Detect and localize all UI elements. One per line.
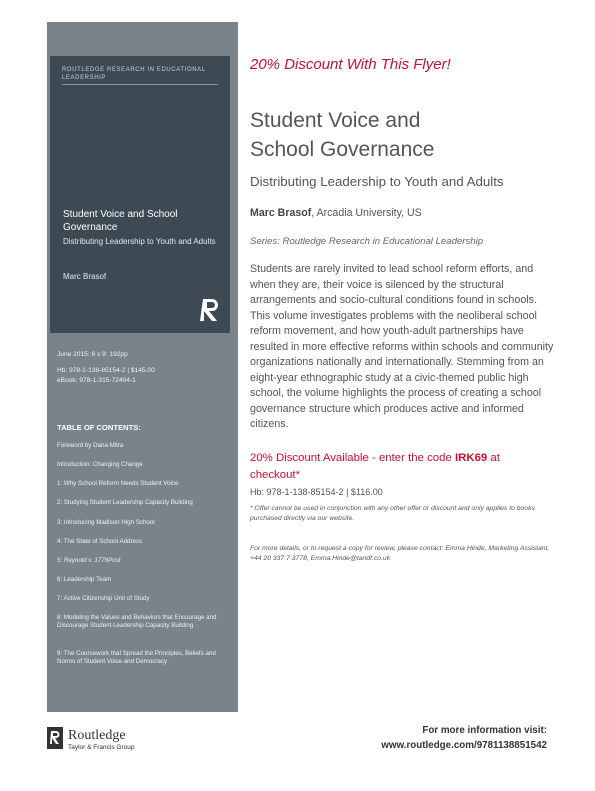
toc-item: Foreword by Dana Mitra xyxy=(57,442,124,449)
hb-isbn-price: Hb: 978-1-138-85154-2 | $145.00 xyxy=(57,367,155,374)
offer-disclaimer: * Offer cannot be used in conjunction with any other offer or discount and only applies to books purchased directly via our website. xyxy=(250,505,535,522)
cover-divider xyxy=(62,84,218,85)
series-line: Series: Routledge Research in Educational Leadership xyxy=(250,236,484,247)
toc-item: 5: Reynold v. 1776Post xyxy=(57,557,121,564)
author-affiliation: , Arcadia University, US xyxy=(311,207,422,219)
pub-date: June 2015: 6 x 9: 192pp xyxy=(57,351,128,358)
book-details xyxy=(57,350,155,386)
discount-heading: 20% Discount With This Flyer! xyxy=(250,56,451,73)
ebook-isbn: eBook: 978-1-315-72404-1 xyxy=(57,377,136,384)
offer-code: IRK69 xyxy=(454,452,488,464)
contact-details: For more details, or to request a copy for review, please contact: Emma Hinde, Marketing Assistant, +44 20 337 7 3778, Emma.Hinde@tandf.co.uk xyxy=(250,545,550,562)
cover-author: Marc Brasof xyxy=(63,272,107,281)
cover-series-label: ROUTLEDGE RESEARCH IN EDUCATIONAL LEADERSHIP xyxy=(62,67,206,81)
book-title xyxy=(250,106,434,164)
toc-item: 4: The State of School Address xyxy=(57,538,143,545)
toc-item: 9: The Coursework that Spread the Principles, Beliefs and Norms of Student Voice and Democracy xyxy=(57,650,216,666)
toc-item: 7: Active Citizenship Unit of Study xyxy=(57,595,150,602)
more-info-label: For more information visit: xyxy=(422,725,547,736)
cover-subtitle: Distributing Leadership to Youth and Adults xyxy=(63,237,216,246)
offer-text: 20% Discount Available - enter the code xyxy=(250,452,455,464)
routledge-r-logo-icon xyxy=(200,297,222,323)
author-line xyxy=(250,207,422,219)
toc-heading: TABLE OF CONTENTS: xyxy=(57,423,141,432)
toc-item: 1: Why School Reform Needs Student Voice xyxy=(57,480,179,487)
book-title-line: Student Voice and xyxy=(250,109,421,132)
book-subtitle: Distributing Leadership to Youth and Adults xyxy=(250,174,504,189)
toc-item: 3: Introducing Madison High School xyxy=(57,519,155,526)
toc-item: 6: Leadership Team xyxy=(57,576,112,583)
brand-name: Routledge xyxy=(68,728,126,743)
book-cover xyxy=(50,56,230,333)
book-description: Students are rarely invited to lead school reform efforts, and when they are, their voice is silenced by the structural arrangements and socio-cultural conditions found in schools. This volume investigates problems with the neoliberal school reform movement, and how youth-adult partnerships have resulted in more effective reforms within schools and community organizations nationally and internationally. Stemming from an eight-year ethnographic study at a civic-themed public high school, the volume highlights the process of creating a school governance structure which produces active and informed citizens. xyxy=(250,263,554,430)
toc-item: 8: Modeling the Values and Behaviors that Encourage and Discourage Student Leadership Capacity Building xyxy=(57,614,217,630)
author-name: Marc Brasof xyxy=(250,207,312,219)
discount-price: Hb: 978-1-138-85154-2 | $116.00 xyxy=(250,487,383,497)
brand-tagline: Taylor & Francis Group xyxy=(68,744,135,751)
toc-item: 2: Studying Student Leadership Capacity Building xyxy=(57,499,193,506)
cover-title: Student Voice and School Governance xyxy=(63,209,178,233)
toc-item: Introduction: Changing Change xyxy=(57,461,143,468)
more-info-link[interactable]: www.routledge.com/9781138851542 xyxy=(381,740,547,751)
offer-suffix: at checkout* xyxy=(250,452,500,481)
discount-offer xyxy=(250,450,550,484)
book-title-line: School Governance xyxy=(250,138,435,161)
